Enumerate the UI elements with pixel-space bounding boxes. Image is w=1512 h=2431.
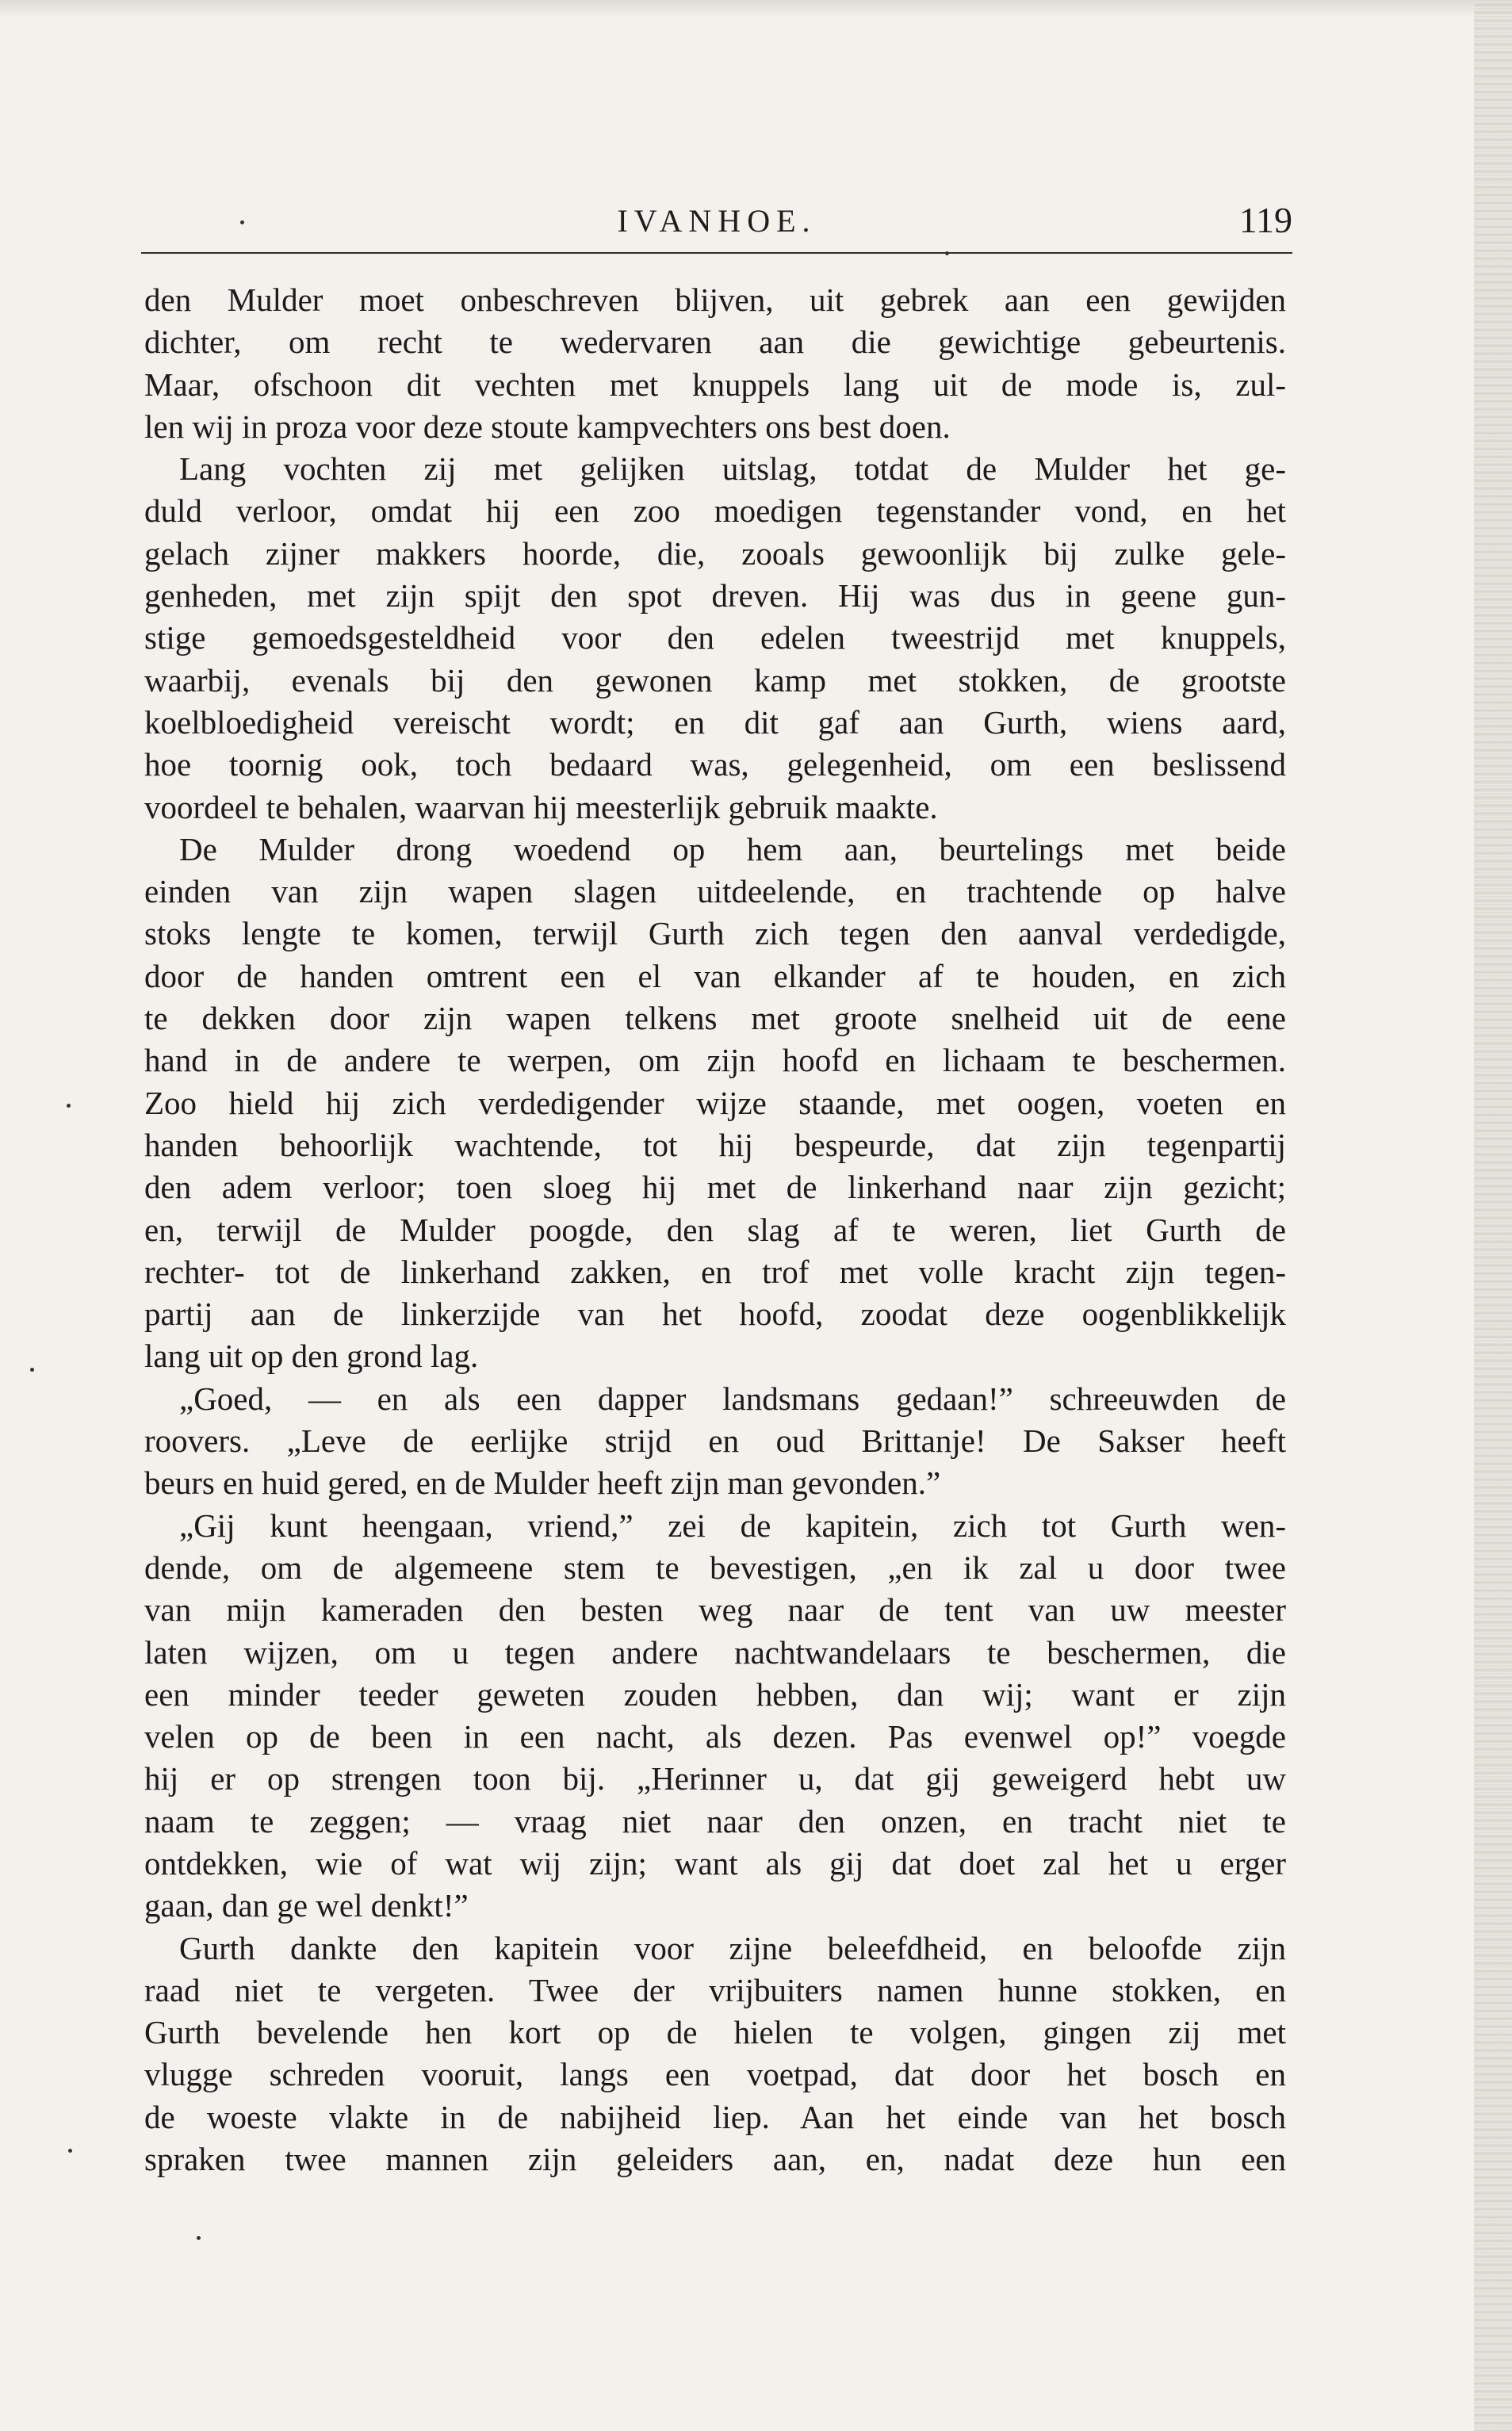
text-line: van mijn kameraden den besten weg naar de tent van uw meester [144,1591,1286,1629]
text-line: Zoo hield hij zich verdedigender wijze staande, met oogen, voeten en [144,1084,1286,1121]
text-line: dichter, om recht te wedervaren aan die gewichtige gebeurtenis. [144,323,1286,361]
print-speck [240,220,244,224]
text-line: Lang vochten zij met gelijken uitslag, totdat de Mulder het ge- [179,450,1286,488]
text-line: hij er op strengen toon bij. „Herinner u, dat gij geweigerd hebt uw [144,1760,1286,1797]
text-line: handen behoorlijk wachtende, tot hij bespeurde, dat zijn tegenpartij [144,1126,1286,1163]
running-title: IVANHOE. [617,203,817,239]
page-number: 119 [1238,200,1292,240]
text-line: naam te zeggen; — vraag niet naar den onzen, en tracht niet te [144,1802,1286,1840]
text-line: en, terwijl de Mulder poogde, den slag af te weren, liet Gurth de [144,1211,1286,1248]
text-line: gelach zijner makkers hoorde, die, zooals gewoonlijk bij zulke gele- [144,534,1286,572]
text-line: hoe toornig ook, toch bedaard was, gelegenheid, om een beslissend [144,746,1286,783]
text-line: velen op de been in een nacht, als dezen. Pas evenwel op!” voegde [144,1718,1286,1755]
page-binding-edge [1474,0,1512,2431]
text-line: len wij in proza voor deze stoute kampvechters ons best doen. [144,408,951,445]
text-line: Gurth bevelende hen kort op de hielen te volgen, gingen zij met [144,2014,1286,2051]
text-line: den adem verloor; toen sloeg hij met de linkerhand naar zijn gezicht; [144,1169,1286,1206]
text-line: spraken twee mannen zijn geleiders aan, en, nadat deze hun een [144,2141,1286,2178]
text-line: beurs en huid gered, en de Mulder heeft zijn man gevonden.” [144,1464,941,1502]
text-line: „Gij kunt heengaan, vriend,” zei de kapitein, zich tot Gurth wen- [179,1506,1286,1544]
text-line: hand in de andere te werpen, om zijn hoofd en lichaam te beschermen. [144,1042,1286,1079]
print-speck [67,1104,71,1108]
text-line: genheden, met zijn spijt den spot dreven. Hij was dus in geene gun- [144,577,1286,614]
text-line: laten wijzen, om u tegen andere nachtwandelaars te beschermen, die [144,1633,1286,1671]
text-line: waarbij, evenals bij den gewonen kamp met stokken, de grootste [144,661,1286,699]
text-line: vlugge schreden vooruit, langs een voetpad, dat door het bosch en [144,2056,1286,2093]
text-line: stoks lengte te komen, terwijl Gurth zich tegen den aanval verdedigde, [144,915,1286,952]
header-rule [141,252,1292,254]
text-line: De Mulder drong woedend op hem aan, beurtelings met beide [179,830,1286,867]
text-line: Gurth dankte den kapitein voor zijne beleefdheid, en beloofde zijn [179,1929,1286,1966]
text-line: roovers. „Leve de eerlijke strijd en oud Brittanje! De Sakser heeft [144,1422,1286,1460]
text-line: rechter- tot de linkerhand zakken, en trof met volle kracht zijn tegen- [144,1253,1286,1290]
text-line: een minder teeder geweten zouden hebben, dan wij; want er zijn [144,1675,1286,1713]
page-top-edge [0,0,1512,17]
text-line: door de handen omtrent een el van elkander af te houden, en zich [144,957,1286,994]
text-line: dende, om de algemeene stem te bevestigen, „en ik zal u door twee [144,1549,1286,1586]
text-line: duld verloor, omdat hij een zoo moedigen tegenstander vond, en het [144,492,1286,530]
text-line: den Mulder moet onbeschreven blijven, uit gebrek aan een gewijden [144,281,1286,318]
text-line: te dekken door zijn wapen telkens met groote snelheid uit de eene [144,1000,1286,1037]
print-speck [30,1368,34,1372]
text-line: ontdekken, wie of wat wij zijn; want als gij dat doet zal het u erger [144,1844,1286,1882]
text-line: koelbloedigheid vereischt wordt; en dit gaf aan Gurth, wiens aard, [144,703,1286,741]
text-line: raad niet te vergeten. Twee der vrijbuiters namen hunne stokken, en [144,1971,1286,2008]
text-line: stige gemoedsgesteldheid voor den edelen tweestrijd met knuppels, [144,619,1286,657]
text-line: gaan, dan ge wel denkt!” [144,1887,469,1924]
text-line: lang uit op den grond lag. [144,1338,479,1375]
print-speck [945,251,949,255]
text-line: „Goed, — en als een dapper landsmans gedaan!” schreeuwden de [179,1380,1286,1417]
text-line: einden van zijn wapen slagen uitdeelende, en trachtende op halve [144,873,1286,910]
print-speck [197,2236,201,2240]
running-head [141,202,1292,250]
text-line: voordeel te behalen, waarvan hij meesterlijk gebruik maakte. [144,788,938,825]
text-line: partij aan de linkerzijde van het hoofd, zoodat deze oogenblikkelijk [144,1296,1286,1333]
print-speck [68,2149,72,2153]
text-line: Maar, ofschoon dit vechten met knuppels lang uit de mode is, zul- [144,366,1286,403]
body-text [144,279,1286,2180]
text-line: de woeste vlakte in de nabijheid liep. Aan het einde van het bosch [144,2098,1286,2135]
